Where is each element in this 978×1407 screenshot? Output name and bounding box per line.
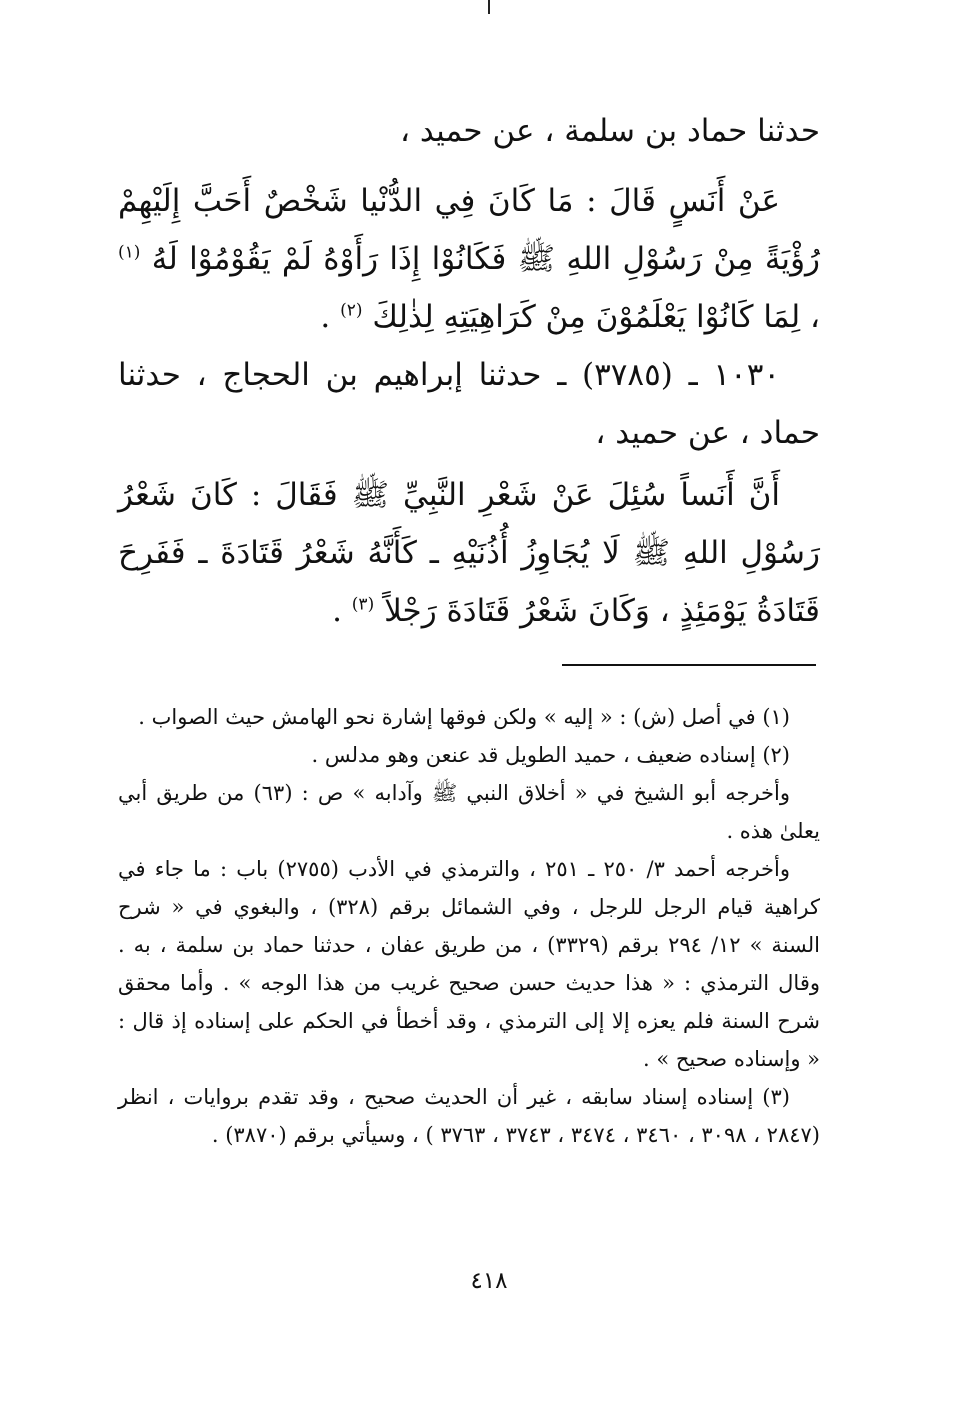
footnote-2: (٢) إسناده ضعيف ، حميد الطويل قد عنعن وهو مدلس . [311, 743, 790, 767]
footnote-ref-3[interactable]: (٣) [351, 594, 375, 615]
hadith-1-end: . [320, 299, 331, 335]
hadith-2-text: أَنَّ أَنَساً سُئِلَ عَنْ شَعْرِ النَّبِيِّ ﷺ فَقَالَ : كَانَ شَعْرُ رَسُوْلِ اللهِ ﷺ لَا يُجَاوِزُ أُذُنَيْهِ ـ كَأَنَّهُ شَعْرُ قَتَادَةَ ـ فَفَرِحَ قَتَادَةُ يَوْمَئِذٍ ، وَكَانَ شَعْرُ قَتَادَةَ رَجْلاً [118, 477, 820, 629]
hadith-1-text: عَنْ أَنَسٍ قَالَ : مَا كَانَ فِي الدُّنْيا شَخْصٌ أَحَبَّ إِلَيْهِمْ رُؤْيَةً مِنْ رَسُوْلِ اللهِ ﷺ فَكَانُوْا إِذَا رَأَوْهُ لَمْ يَقُوْمُوْا لَهُ [118, 183, 821, 277]
footnote-1: (١) في أصل (ش) : « إليه » ولكن فوقها إشارة نحو الهامش حيث الصواب . [138, 705, 790, 729]
hadith-2-isnad-text: ١٠٣٠ ـ (٣٧٨٥) ـ حدثنا إبراهيم بن الحجاج ، حدثنا حماد ، عن حميد ، [118, 357, 820, 451]
page-number: ٤١٨ [470, 1268, 508, 1294]
footnotes [118, 698, 820, 1154]
hadith-2-isnad [118, 346, 820, 462]
footnote-3: (٣) إسناده إسناد سابقه ، غير أن الحديث صحيح ، وقد تقدم بروايات ، انظر (٢٨٤٧ ، ٣٠٩٨ ، ٣٤٦٠ ، ٣٤٧٤ ، ٣٧٤٣ ، ٣٧٦٣ ) ، وسيأتي برقم (٣٨٧٠) . [118, 1085, 820, 1147]
footnote-2-sources: وأخرجه أحمد ٣/ ٢٥٠ ـ ٢٥١ ، والترمذي في الأدب (٢٧٥٥) باب : ما جاء في كراهية قيام الرجل للرجل ، وفي الشمائل برقم (٣٢٨) ، والبغوي في « شرح السنة » ١٢/ ٢٩٤ برقم (٣٣٢٩) ، من طريق عفان ، حدثنا حماد بن سلمة ، به . وقال الترمذي : « هذا حديث حسن صحيح غريب من هذا الوجه » . وأما محقق شرح السنة فلم يعزه إلا إلى الترمذي ، وقد أخطأ في الحكم على إسناده إذ قال : « وإسناده صحيح » . [118, 857, 820, 1071]
footnote-ref-2[interactable]: (٢) [340, 300, 363, 321]
hadith-2-end: . [332, 593, 342, 629]
isnad-line-1 [118, 102, 820, 160]
hadith-2 [118, 466, 820, 640]
hadith-1-text-continued: ، لِمَا كَانُوْا يَعْلَمُوْنَ مِنْ كَرَاهِيَتِهِ لِذٰلِكَ [372, 299, 820, 335]
top-edge-mark [488, 0, 490, 14]
footnote-2-continued: وأخرجه أبو الشيخ في « أخلاق النبي ﷺ وآدابه » ص : (٦٣) من طريق أبي يعلىٰ هذه . [118, 781, 820, 843]
hadith-1 [118, 172, 820, 346]
footnote-ref-1[interactable]: (١) [118, 242, 141, 263]
footnote-separator [562, 664, 816, 666]
isnad-text: حدثنا حماد بن سلمة ، عن حميد ، [400, 113, 820, 149]
